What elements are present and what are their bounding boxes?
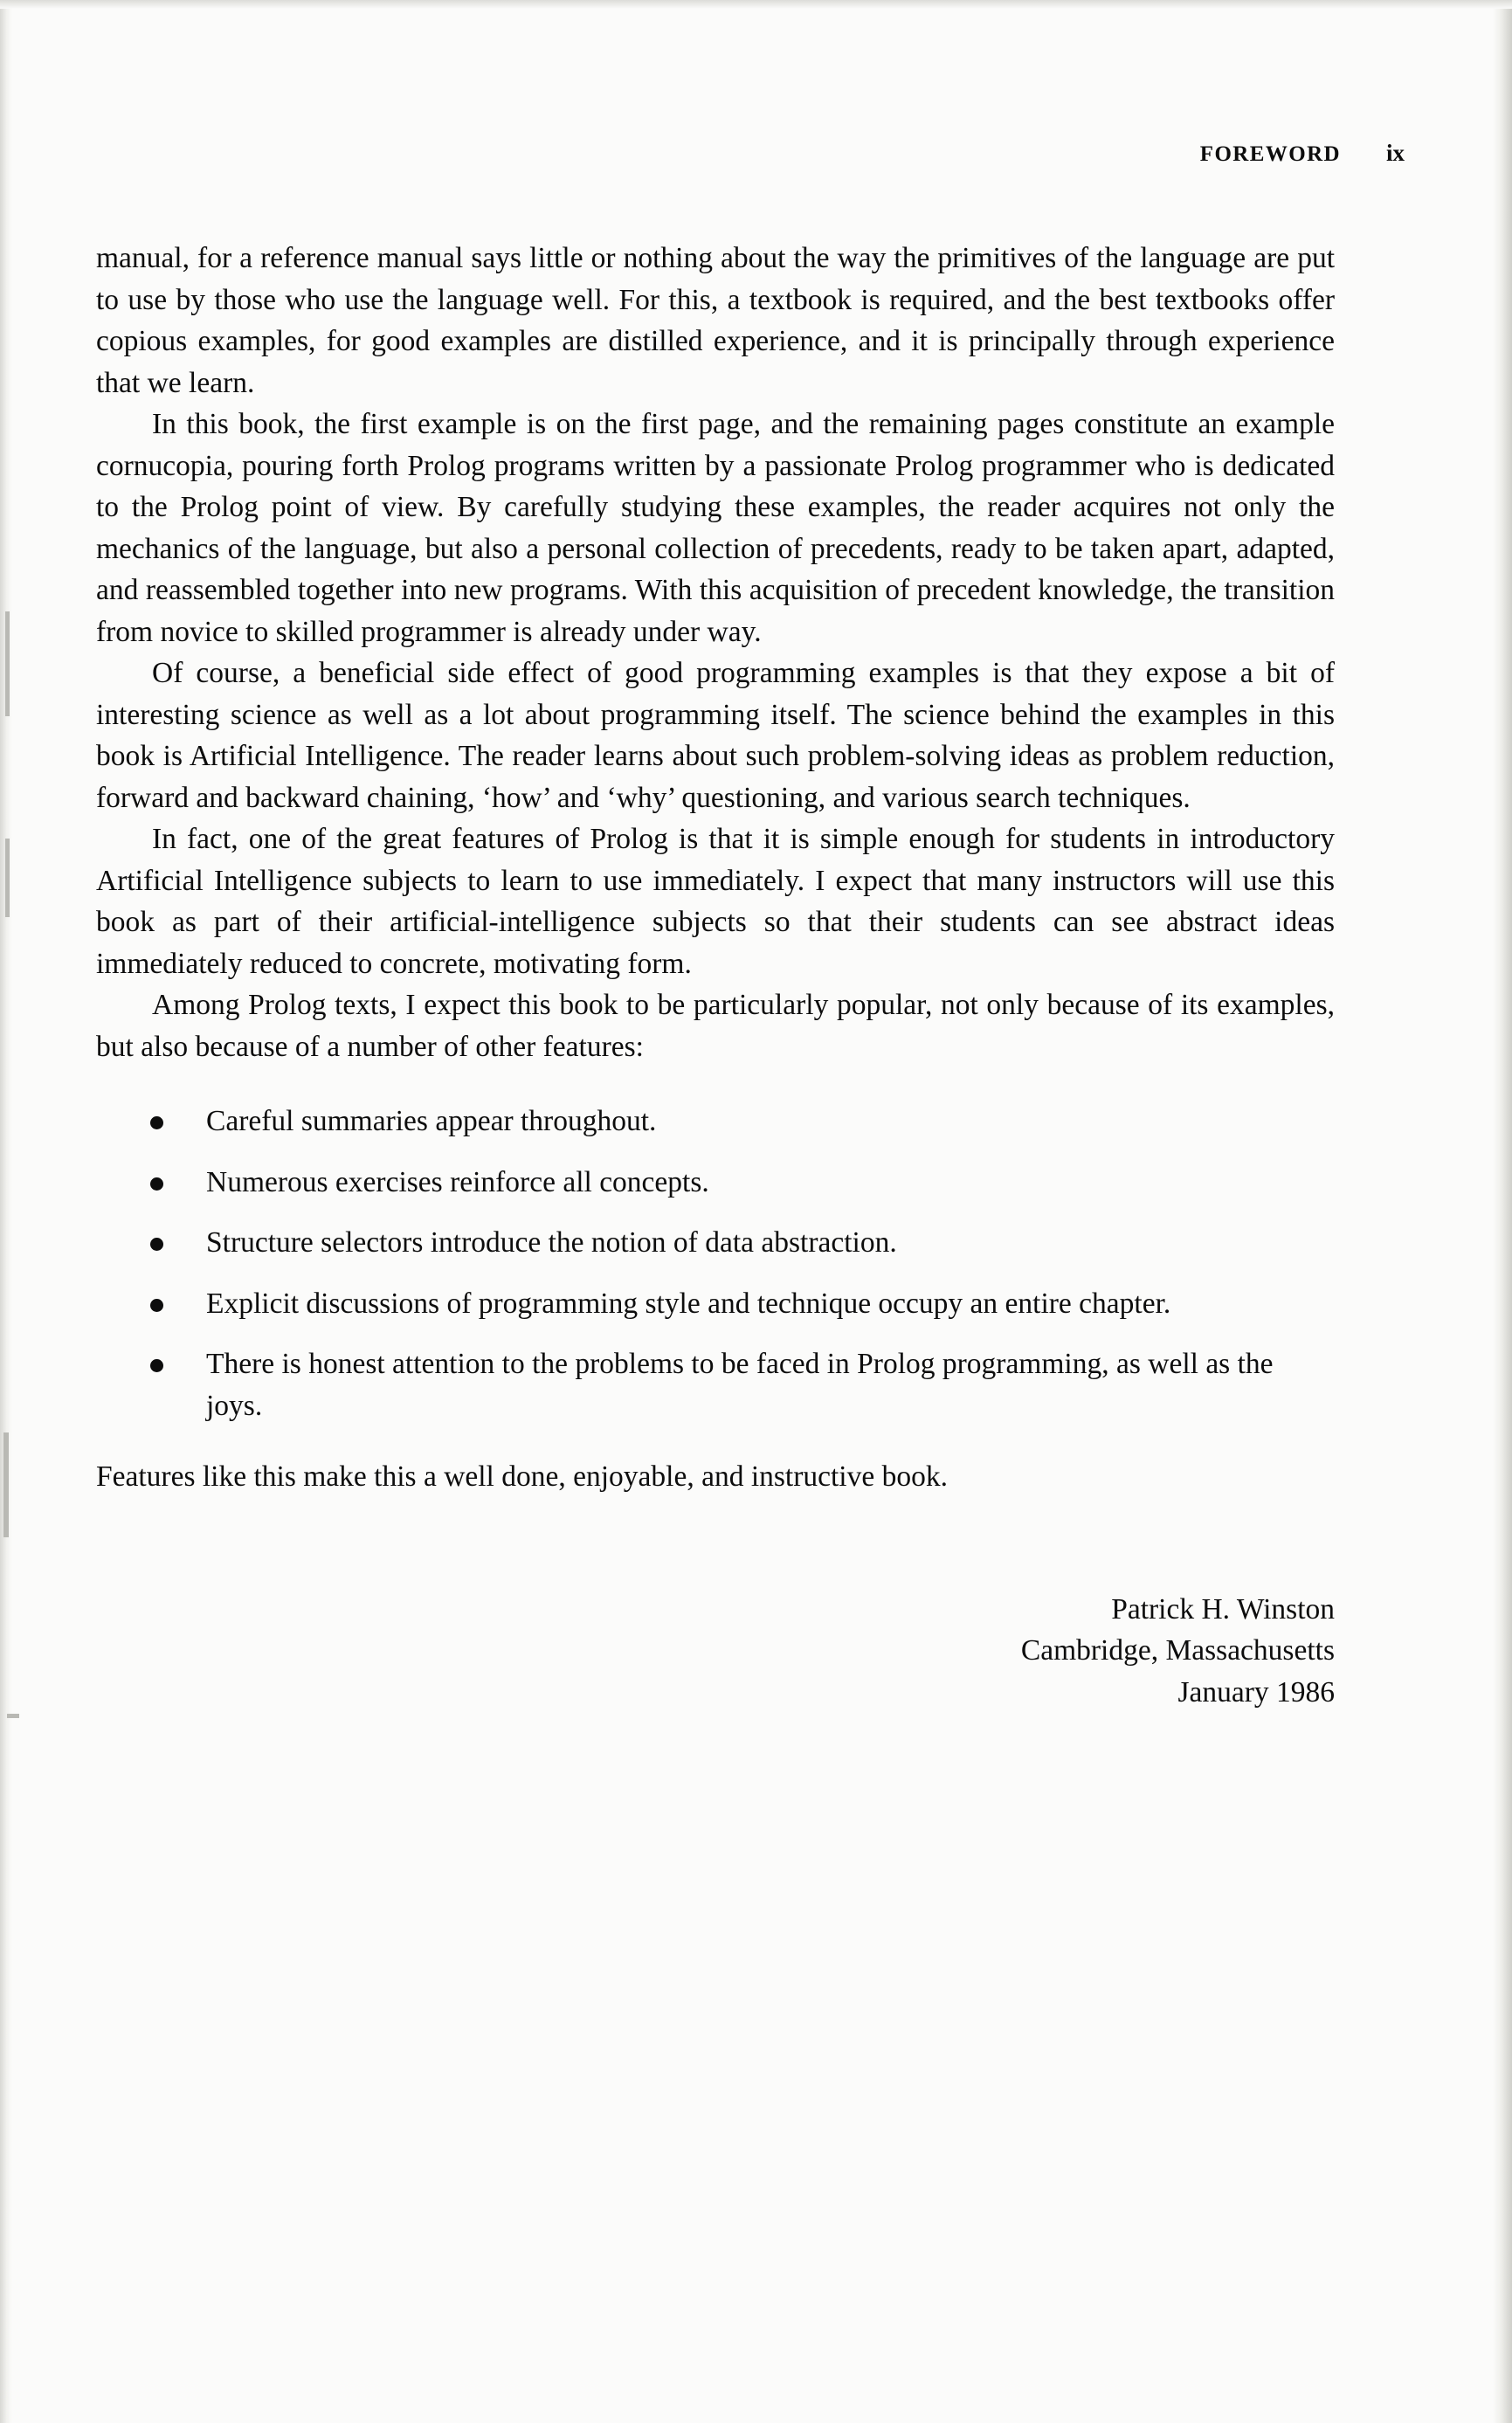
scan-artifact-mark [5, 839, 10, 917]
signature-place: Cambridge, Massachusetts [1020, 1634, 1335, 1667]
body-text [96, 238, 1335, 1713]
list-item-label: Numerous exercises reinforce all concepts. [206, 1165, 709, 1198]
bullet-icon [150, 1116, 163, 1129]
page-number: ix [1385, 140, 1405, 166]
list-item-label: There is honest attention to the problems to be faced in Prolog programming, as well as the joys. [206, 1348, 1274, 1422]
scan-edge-left [0, 0, 12, 2423]
scan-artifact-mark [3, 1485, 9, 1537]
bullet-icon [150, 1177, 163, 1191]
signature-date: January 1986 [1177, 1675, 1335, 1709]
list-item [96, 1101, 1335, 1142]
paragraph: Among Prolog texts, I expect this book to be particularly popular, not only because of its examples, but also because of a number of other features: [96, 989, 1335, 1063]
bullet-icon [150, 1359, 163, 1372]
paragraph: Of course, a beneficial side effect of good programming examples is that they expose a bit of interesting science as well as a lot about programming itself. The science behind the examples in this book is Artificial Intelligence. The reader learns about such problem-solving ideas as problem reduction, forward and backward chaining, ‘how’ and ‘why’ questioning, and various search techniques. [96, 657, 1335, 814]
bullet-icon [150, 1299, 163, 1312]
list-item [96, 1222, 1335, 1264]
scan-artifact-mark [7, 1714, 19, 1718]
scan-artifact-mark [5, 611, 10, 716]
bullet-icon [150, 1238, 163, 1251]
paragraph: In this book, the first example is on the first page, and the remaining pages constitute an example cornucopia, pouring forth Prolog programs written by a passionate Prolog programmer who is dedicated to the Prolog point of view. By carefully studying these examples, the reader acquires not only the mechanics of the language, but also a personal collection of precedents, ready to be taken apart, adapted, and reassembled together into new programs. With this acquisition of precedent knowledge, the transition from novice to skilled programmer is already under way. [96, 408, 1335, 648]
paragraph: In fact, one of the great features of Prolog is that it is simple enough for students in introductory Artificial Intelligence subjects to learn to use immediately. I expect that many instructors will use this book as part of their artificial-intelligence subjects so that their students can see abstract ideas immediately reduced to concrete, motivating form. [96, 823, 1335, 980]
scan-edge-right [1493, 0, 1512, 2423]
paragraph: manual, for a reference manual says little or nothing about the way the primitives of the language are put to use by those who use the language well. For this, a textbook is required, and the best textbooks offer copious examples, for good examples are distilled experience, and it is principally through experience that we learn. [96, 242, 1335, 399]
signature-block [96, 1589, 1335, 1714]
list-item-label: Structure selectors introduce the notion of data abstraction. [206, 1226, 897, 1259]
closing-paragraph: Features like this make this a well done, enjoyable, and instructive book. [96, 1460, 948, 1493]
list-item-label: Explicit discussions of programming style and technique occupy an entire chapter. [206, 1287, 1171, 1320]
running-head [1200, 140, 1405, 167]
running-head-title: FOREWORD [1199, 142, 1341, 166]
list-item-label: Careful summaries appear throughout. [206, 1105, 657, 1137]
feature-list [96, 1101, 1335, 1426]
list-item [96, 1162, 1335, 1204]
signature-name: Patrick H. Winston [1111, 1592, 1335, 1626]
page-content [96, 0, 1424, 2423]
list-item [96, 1343, 1335, 1426]
list-item [96, 1283, 1335, 1325]
